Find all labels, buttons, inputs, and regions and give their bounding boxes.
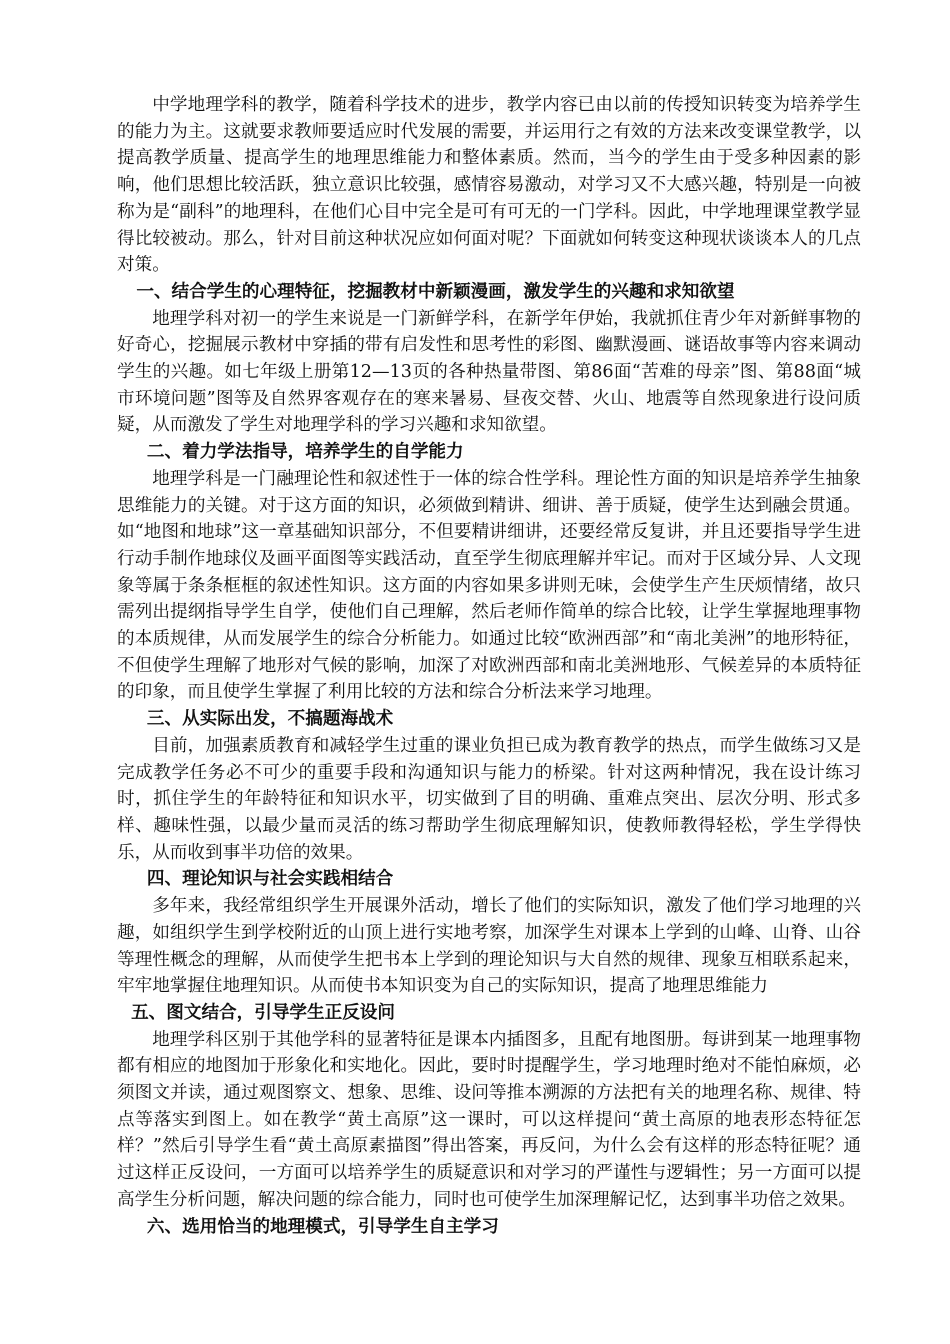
section-2-heading: 二、着力学法指导，培养学生的自学能力 <box>146 442 464 463</box>
section-1-body: 地理学科对初一的学生来说是一门新鲜学科，在新学年伊始，我就抓住青少年对新鲜事物的好奇心，挖掘展示教材中穿插的带有启发性和思考性的彩图、幽默漫画、谜语故事等内容来调动学生的兴趣。如七年级上册第12—13页的各种热量带图、第86面“苦难的母亲”图、第88面“城市环境问题”图等及自然界客观存在的寒来暑易、昼夜交替、火山、地震等自然现象进行设问质疑，从而激发了学生对地理学科的学习兴趣和求知欲望。 <box>117 308 861 436</box>
section-2-body: 地理学科是一门融理论性和叙述性于一体的综合性学科。理论性方面的知识是培养学生抽象思维能力的关键。对于这方面的知识，必须做到精讲、细讲、善于质疑，使学生达到融会贯通。如“地图和地球”这一章基础知识部分，不但要精讲细讲，还要经常反复讲，并且还要指导学生进行动手制作地球仪及画平面图等实践活动，直至学生彻底理解并牢记。而对于区域分异、人文现象等属于条条框框的叙述性知识。这方面的内容如果多讲则无味，会使学生产生厌烦情绪，故只需列出提纲指导学生自学，使他们自己理解，然后老师作简单的综合比较，让学生掌握地理事物的本质规律，从而发展学生的综合分析能力。如通过比较“欧洲西部”和“南北美洲”的地形特征，不但使学生理解了地形对气候的影响，加深了对欧洲西部和南北美洲地形、气候差异的本质特征的印象，而且使学生掌握了利用比较的方法和综合分析法来学习地理。 <box>117 468 861 703</box>
document-page <box>117 92 861 1240</box>
section-4-body: 多年来，我经常组织学生开展课外活动，增长了他们的实际知识，激发了他们学习地理的兴趣，如组织学生到学校附近的山顶上进行实地考察，加深学生对课本上学到的山峰、山脊、山谷等理性概念的理解，从而使学生把书本上学到的理论知识与大自然的规律、现象互相联系起来，牢牢地掌握住地理知识。从而使书本知识变为自己的实际知识，提高了地理思维能力 <box>117 896 861 997</box>
intro-paragraph: 中学地理学科的教学，随着科学技术的进步，教学内容已由以前的传授知识转变为培养学生的能力为主。这就要求教师要适应时代发展的需要，并运用行之有效的方法来改变课堂教学，以提高教学质量、提高学生的地理思维能力和整体素质。然而，当今的学生由于受多种因素的影响，他们思想比较活跃，独立意识比较强，感情容易激动，对学习又不大感兴趣，特别是一向被称为是“副科”的地理科，在他们心目中完全是可有可无的一门学科。因此，中学地理课堂教学显得比较被动。那么，针对目前这种状况应如何面对呢？下面就如何转变这种现状谈谈本人的几点对策。 <box>117 95 861 276</box>
section-5-body: 地理学科区别于其他学科的显著特征是课本内插图多，且配有地图册。每讲到某一地理事物都有相应的地图加于形象化和实地化。因此，要时时提醒学生，学习地理时绝对不能怕麻烦，必须图文并读，通过观图察文、想象、思维、设问等推本溯源的方法把有关的地理名称、规律、特点等落实到图上。如在教学“黄土高原”这一课时，可以这样提问“黄土高原的地表形态特征怎样？”然后引导学生看“黄土高原素描图”得出答案，再反问，为什么会有这样的形态特征呢？通过这样正反设问，一方面可以培养学生的质疑意识和对学习的严谨性与逻辑性；另一方面可以提高学生分析问题，解决问题的综合能力，同时也可使学生加深理解记忆，达到事半功倍之效果。 <box>117 1029 861 1210</box>
section-6-heading: 六、选用恰当的地理模式，引导学生自主学习 <box>146 1216 499 1237</box>
section-3-heading: 三、从实际出发，不搞题海战术 <box>146 709 394 730</box>
section-5-heading: 五、图文结合，引导学生正反设问 <box>131 1002 395 1023</box>
section-1-heading: 一、结合学生的心理特征，挖掘教材中新颖漫画，激发学生的兴趣和求知欲望 <box>136 281 735 302</box>
section-3-body: 目前，加强素质教育和减轻学生过重的课业负担已成为教育教学的热点，而学生做练习又是完成教学任务必不可少的重要手段和沟通知识与能力的桥梁。针对这两种情况，我在设计练习时，抓住学生的年龄特征和知识水平，切实做到了目的明确、重难点突出、层次分明、形式多样、趣味性强，以最少量而灵活的练习帮助学生彻底理解知识，使教师教得轻松，学生学得快乐，从而收到事半功倍的效果。 <box>117 735 861 863</box>
section-4-heading: 四、理论知识与社会实践相结合 <box>146 869 394 890</box>
